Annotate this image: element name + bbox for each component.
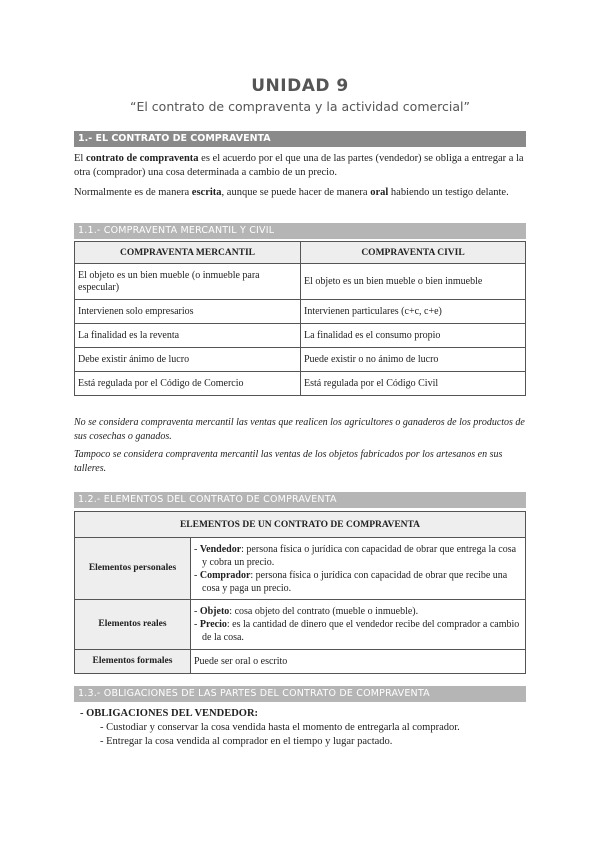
- row-label-reales: Elementos reales: [75, 600, 191, 650]
- table-cell: La finalidad es el consumo propio: [301, 324, 526, 348]
- text-fragment: : persona física o jurídica con capacidad de obrar que recibe una cosa y paga un precio.: [202, 569, 508, 594]
- list-item: - Custodiar y conservar la cosa vendida hasta el momento de entregarla al comprador.: [100, 722, 460, 733]
- row-label-formales: Elementos formales: [75, 650, 191, 674]
- precio-definition: - Precio: es la cantidad de dinero que el vendedor recibe del comprador a cambio de la cosa.: [194, 619, 520, 643]
- table-cell: Está regulada por el Código Civil: [301, 372, 526, 396]
- vendedor-definition: - Vendedor: persona física o jurídica con capacidad de obrar que entrega la cosa y cobra un precio.: [194, 543, 517, 568]
- text-fragment: , aunque se puede hacer de manera: [221, 187, 371, 198]
- table-header-row: [75, 512, 526, 538]
- column-header-mercantil: COMPRAVENTA MERCANTIL: [75, 242, 301, 264]
- text-fragment: habiendo un testigo delante.: [388, 187, 509, 198]
- text-fragment: es el acuerdo por el que una de las partes (vendedor) se obliga a entregar a la otra (comprador) una cosa determinada a cambio de un precio.: [74, 153, 524, 178]
- table-row-reales: [75, 600, 526, 650]
- text-fragment: El: [74, 153, 86, 164]
- text-fragment: : es la cantidad de dinero que el vendedor recibe del comprador a cambio de la cosa.: [202, 619, 520, 643]
- objeto-definition: - Objeto: cosa objeto del contrato (mueble o inmueble).: [194, 606, 419, 617]
- table-cell: Intervienen particulares (c+c, c+e): [301, 300, 526, 324]
- section-heading-1-1: 1.1.- COMPRAVENTA MERCANTIL Y CIVIL: [74, 223, 526, 239]
- obligaciones-vendedor-list: [74, 707, 526, 749]
- note-paragraph-1: No se considera compraventa mercantil las ventas que realicen los agricultores o ganaderos de los productos de sus cosechas o ganados.: [74, 417, 525, 442]
- list-heading: - OBLIGACIONES DEL VENDEDOR:: [80, 708, 259, 719]
- page-subtitle: “El contrato de compraventa y la actividad comercial”: [129, 99, 471, 114]
- text-fragment: Normalmente es de manera: [74, 187, 192, 198]
- section-heading-1-2: 1.2.- ELEMENTOS DEL CONTRATO DE COMPRAVENTA: [74, 492, 526, 508]
- section-heading-1-3: 1.3.- OBLIGACIONES DE LAS PARTES DEL CONTRATO DE COMPRAVENTA: [74, 686, 526, 702]
- bold-term: Vendedor: [199, 543, 242, 555]
- table-row: [75, 264, 526, 300]
- compraventa-comparison-table: [74, 241, 526, 396]
- table-cell: Intervienen solo empresarios: [75, 300, 301, 324]
- table-cell: El objeto es un bien mueble (o inmueble para especular): [75, 264, 301, 300]
- row-label-personales: Elementos personales: [75, 538, 191, 600]
- intro-paragraph-1: [74, 152, 526, 180]
- table-cell: Está regulada por el Código de Comercio: [75, 372, 301, 396]
- table-cell: Puede ser oral o escrito: [191, 650, 526, 674]
- table-row: [75, 348, 526, 372]
- text-fragment: : cosa objeto del contrato (mueble o inmueble).: [229, 606, 419, 617]
- bold-term: escrita: [191, 187, 222, 198]
- column-header-civil: COMPRAVENTA CIVIL: [301, 242, 526, 264]
- table-cell: Debe existir ánimo de lucro: [75, 348, 301, 372]
- comprador-definition: - Comprador: persona física o jurídica con capacidad de obrar que recibe una cosa y paga un precio.: [194, 569, 508, 594]
- section-heading-1: 1.- EL CONTRATO DE COMPRAVENTA: [74, 131, 526, 147]
- bold-term: Objeto: [199, 606, 230, 617]
- table-header: ELEMENTOS DE UN CONTRATO DE COMPRAVENTA: [75, 512, 526, 538]
- table-row: [75, 300, 526, 324]
- note-paragraph-2: Tampoco se considera compraventa mercantil las ventas de los objetos fabricados por los artesanos en sus talleres.: [74, 449, 503, 474]
- table-cell: La finalidad es la reventa: [75, 324, 301, 348]
- table-cell: Puede existir o no ánimo de lucro: [301, 348, 526, 372]
- page-title: UNIDAD 9: [251, 76, 349, 96]
- table-cell: El objeto es un bien mueble o bien inmueble: [301, 264, 526, 300]
- table-row-personales: [75, 538, 526, 600]
- intro-paragraph-2: [74, 186, 526, 200]
- elementos-table: [74, 511, 526, 674]
- table-row-formales: [75, 650, 526, 674]
- table-row: [75, 324, 526, 348]
- table-cell: [191, 600, 526, 650]
- table-header-row: [75, 242, 526, 264]
- table-row: [75, 372, 526, 396]
- bold-term: oral: [370, 187, 389, 198]
- list-item: - Entregar la cosa vendida al comprador en el tiempo y lugar pactado.: [100, 736, 393, 747]
- bold-term: Comprador: [199, 569, 251, 581]
- bold-term: contrato de compraventa: [85, 153, 199, 164]
- text-fragment: : persona física o jurídica con capacidad de obrar que entrega la cosa y cobra un precio.: [202, 543, 517, 568]
- table-cell: [191, 538, 526, 600]
- bold-term: Precio: [199, 619, 227, 630]
